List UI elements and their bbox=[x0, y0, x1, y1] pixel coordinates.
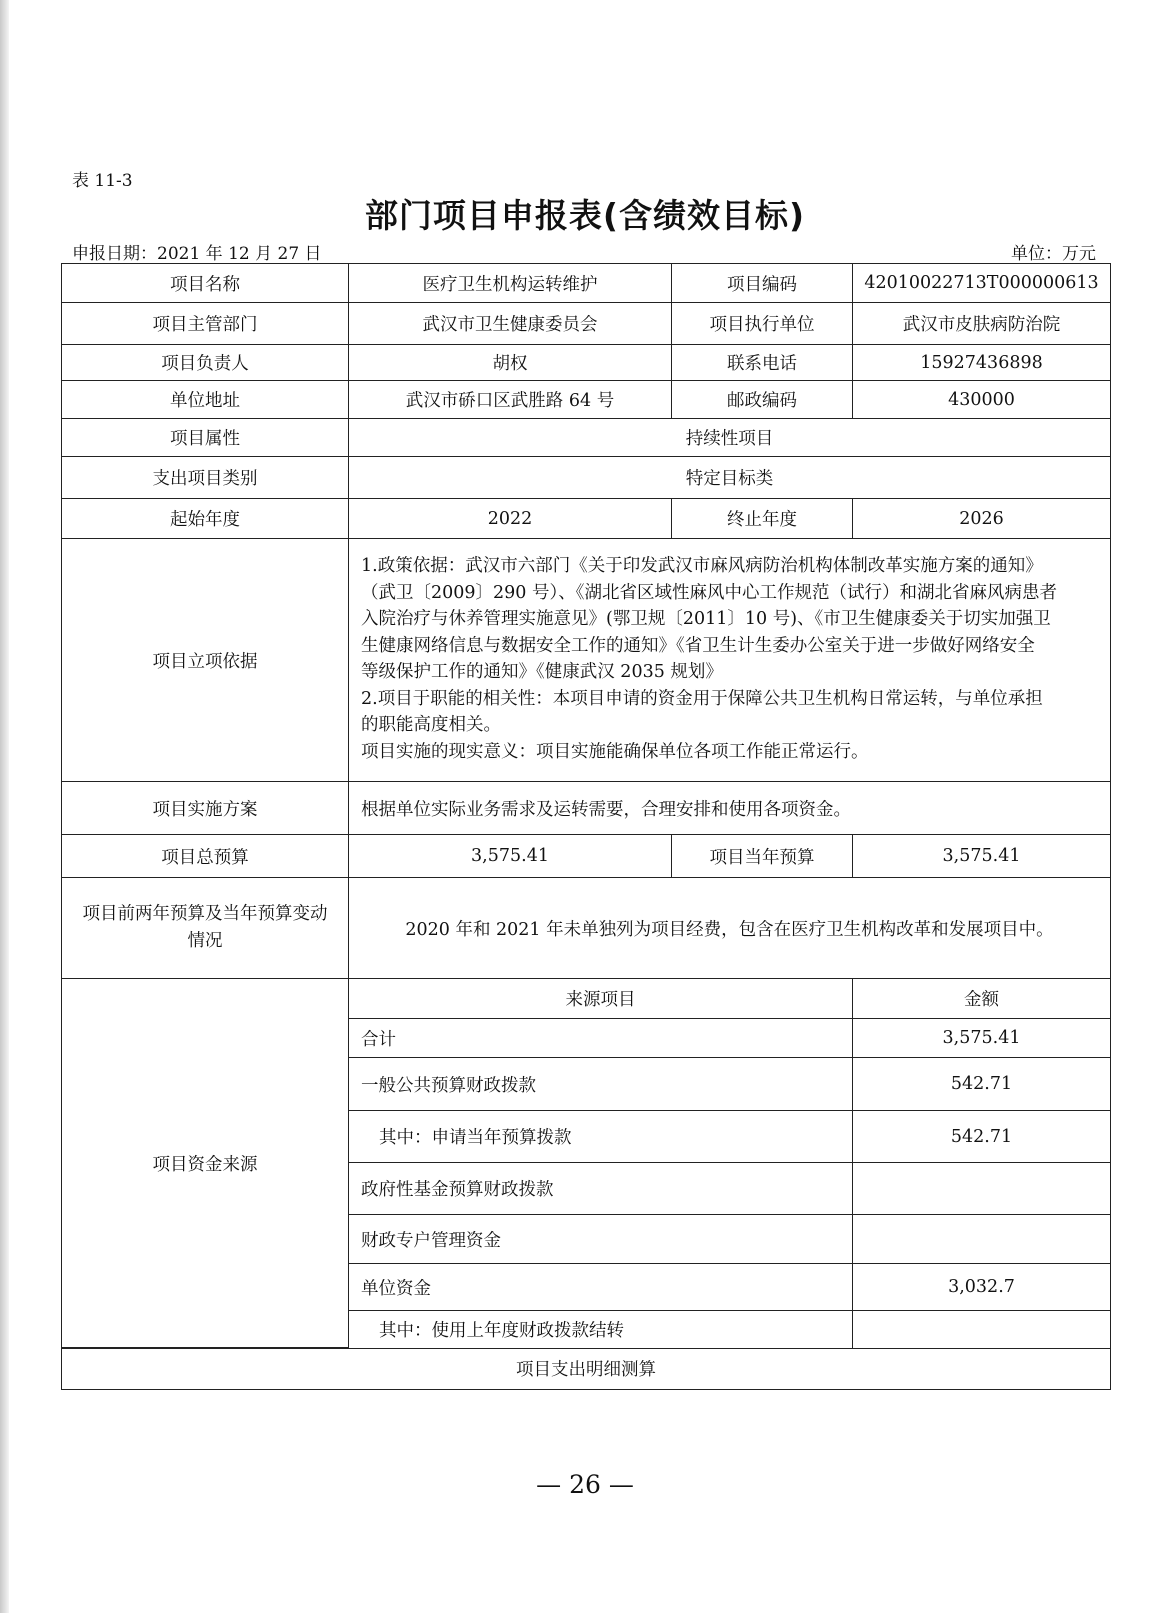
source-row-name: 其中：使用上年度财政拨款结转 bbox=[349, 1311, 853, 1348]
budget-change-label-line2: 情况 bbox=[187, 931, 223, 951]
zip-label: 邮政编码 bbox=[672, 381, 853, 419]
basis-label: 项目立项依据 bbox=[62, 539, 349, 782]
basis-line: 入院治疗与休养管理实施意见》(鄂卫规〔2011〕10 号)、《市卫生健康委关于切实加强卫 bbox=[361, 609, 1051, 629]
source-row-name: 其中：申请当年预算拨款 bbox=[349, 1111, 853, 1163]
fund-source-label: 项目资金来源 bbox=[62, 979, 349, 1348]
year-budget-label: 项目当年预算 bbox=[672, 835, 853, 878]
basis-line: 的职能高度相关。 bbox=[361, 715, 501, 735]
attribute-value: 持续性项目 bbox=[349, 419, 1110, 457]
address-value: 武汉市硚口区武胜路 64 号 bbox=[349, 381, 672, 419]
category-value: 特定目标类 bbox=[349, 457, 1110, 499]
basis-line: 1.政策依据：武汉市六部门《关于印发武汉市麻风病防治机构体制改革实施方案的通知》 bbox=[361, 556, 1043, 576]
table-number: 表 11-3 bbox=[72, 171, 133, 191]
source-row-amount: 542.71 bbox=[853, 1111, 1110, 1163]
plan-value: 根据单位实际业务需求及运转需要，合理安排和使用各项资金。 bbox=[349, 782, 1110, 835]
total-budget-label: 项目总预算 bbox=[62, 835, 349, 878]
budget-change-label bbox=[62, 878, 349, 979]
basis-text bbox=[349, 539, 1110, 782]
exec-unit-label: 项目执行单位 bbox=[672, 303, 853, 345]
basis-line: （武卫〔2009〕290 号）、《湖北省区域性麻风中心工作规范（试行）和湖北省麻风病患者 bbox=[361, 582, 1057, 603]
basis-line: 项目实施的现实意义：项目实施能确保单位各项工作能正常运行。 bbox=[361, 741, 869, 762]
page-number: — 26 — bbox=[536, 1470, 634, 1499]
detail-label: 项目支出明细测算 bbox=[62, 1348, 1110, 1388]
page-shadow bbox=[0, 0, 9, 1613]
leader-label: 项目负责人 bbox=[62, 345, 349, 381]
source-header: 来源项目 bbox=[349, 979, 853, 1019]
category-label: 支出项目类别 bbox=[62, 457, 349, 499]
phone-value: 15927436898 bbox=[853, 345, 1110, 381]
basis-line: 生健康网络信息与数据安全工作的通知》《省卫生计生委办公室关于进一步做好网络安全 bbox=[361, 635, 1035, 656]
year-budget-value: 3,575.41 bbox=[853, 835, 1110, 878]
start-year-value: 2022 bbox=[349, 499, 672, 539]
project-name-value: 医疗卫生机构运转维护 bbox=[349, 264, 672, 303]
budget-change-value: 2020 年和 2021 年未单独列为项目经费，包含在医疗卫生机构改革和发展项目中。 bbox=[349, 878, 1110, 979]
source-row-amount: 542.71 bbox=[853, 1058, 1110, 1111]
end-year-value: 2026 bbox=[853, 499, 1110, 539]
basis-line: 2.项目于职能的相关性：本项目申请的资金用于保障公共卫生机构日常运转，与单位承担 bbox=[361, 688, 1043, 709]
phone-label: 联系电话 bbox=[672, 345, 853, 381]
source-row-amount: 3,032.7 bbox=[853, 1264, 1110, 1311]
dept-value: 武汉市卫生健康委员会 bbox=[349, 303, 672, 345]
budget-change-label-line1: 项目前两年预算及当年预算变动 bbox=[82, 904, 328, 924]
source-row-amount bbox=[853, 1163, 1110, 1215]
source-row-name: 一般公共预算财政拨款 bbox=[349, 1058, 853, 1111]
address-label: 单位地址 bbox=[62, 381, 349, 419]
total-budget-value: 3,575.41 bbox=[349, 835, 672, 878]
dept-label: 项目主管部门 bbox=[62, 303, 349, 345]
source-row-amount: 3,575.41 bbox=[853, 1019, 1110, 1058]
plan-label: 项目实施方案 bbox=[62, 782, 349, 835]
amount-header: 金额 bbox=[853, 979, 1110, 1019]
project-code-value: 42010022713T000000613 bbox=[853, 264, 1110, 303]
basis-line: 等级保护工作的通知》《健康武汉 2035 规划》 bbox=[361, 662, 723, 682]
project-name-label: 项目名称 bbox=[62, 264, 349, 303]
zip-value: 430000 bbox=[853, 381, 1110, 419]
report-date: 申报日期：2021 年 12 月 27 日 bbox=[72, 244, 322, 264]
unit-label: 单位：万元 bbox=[1011, 244, 1096, 264]
attribute-label: 项目属性 bbox=[62, 419, 349, 457]
source-row-amount bbox=[853, 1311, 1110, 1348]
project-code-label: 项目编码 bbox=[672, 264, 853, 303]
source-row-amount bbox=[853, 1215, 1110, 1264]
leader-value: 胡权 bbox=[349, 345, 672, 381]
exec-unit-value: 武汉市皮肤病防治院 bbox=[853, 303, 1110, 345]
source-row-name: 政府性基金预算财政拨款 bbox=[349, 1163, 853, 1215]
start-year-label: 起始年度 bbox=[62, 499, 349, 539]
source-row-name: 财政专户管理资金 bbox=[349, 1215, 853, 1264]
source-row-name: 合计 bbox=[349, 1019, 853, 1058]
project-table bbox=[61, 263, 1111, 1390]
end-year-label: 终止年度 bbox=[672, 499, 853, 539]
page-title: 部门项目申报表(含绩效目标) bbox=[364, 196, 806, 235]
source-row-name: 单位资金 bbox=[349, 1264, 853, 1311]
